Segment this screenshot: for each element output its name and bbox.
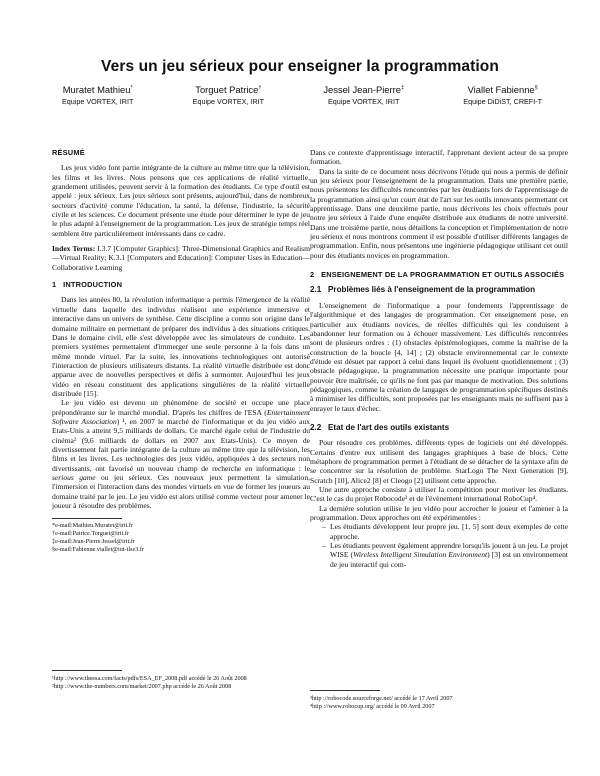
text-run-italic: Entertainment Software Association <box>52 407 310 426</box>
text-run: ) [3] est un environnement de jeu interactif qui com- <box>330 550 569 569</box>
footnote-rule <box>310 690 380 691</box>
section-2-heading <box>310 270 568 279</box>
author-mark: ‡ <box>400 84 405 91</box>
author-1 <box>62 84 133 106</box>
index-terms-label: Index Terms: <box>52 244 96 254</box>
email-footnote-2: †e-mail:Patrice.Torguet@irit.fr <box>52 530 129 538</box>
section-title: ENSEIGNEMENT DE LA PROGRAMMATION ET OUTILS ASSOCIÉS <box>321 270 565 280</box>
subsection-title: Problèmes liés à l'enseignement de la programmation <box>328 285 536 295</box>
email-footnote-3: ‡e-mail:Jean-Pierre.Jessel@irit.fr <box>52 538 136 546</box>
subsection-number: 2.1 <box>310 285 322 295</box>
subsection-2-1-heading <box>310 285 568 294</box>
list-item <box>322 541 568 569</box>
author-name: Muratet Mathieu <box>62 84 131 95</box>
right-paragraph-0: Dans ce contexte d'apprentissage interactif, l'apprenant devient acteur de sa propre formation. <box>310 148 568 167</box>
footnote-1: ¹http ://www.theesa.com/facts/pdfs/ESA_EF_2008.pdf accédé le 26 Août 2008 <box>52 675 247 682</box>
author-mark: † <box>258 84 262 91</box>
section-number: 2 <box>310 270 315 280</box>
section-number: 1 <box>52 280 57 290</box>
intro-paragraph-2 <box>52 398 310 510</box>
author-affiliation: Equipe VORTEX, IRIT <box>327 97 400 106</box>
paper-title: Vers un jeu sérieux pour enseigner la programmation <box>101 58 499 75</box>
footnote-2: ²http ://www.the-numbers.com/market/2007.php accédé le 26 Août 2008 <box>52 683 232 691</box>
text-run: ou jeu sérieux. Ces nouveaux jeux permettent la simulation, l'immersion et l'interaction dans des mondes virtuels en vue de former les joueurs au domaine traité par le jeu. Le jeu vidéo est alors utilisé comme vecteur pour amener le joueur à résoudre des problèmes. <box>52 473 310 511</box>
section-1-heading <box>52 280 310 289</box>
list-item: – Les étudiants développent leur propre jeu. [1, 5] sont deux exemples de cette approche. <box>322 522 568 541</box>
author-affiliation: Equipe DiDiST, CREFI-T <box>463 97 542 106</box>
right-column <box>310 148 568 569</box>
author-name: Jessel Jean-Pierre <box>323 84 401 95</box>
author-affiliation: Equipe VORTEX, IRIT <box>62 97 134 106</box>
subsection-title: Etat de l'art des outils existants <box>328 422 450 432</box>
subsection-number: 2.2 <box>310 422 322 432</box>
subsection-2-2-paragraph-3: La dernière solution utilise le jeu vidéo pour accrocher le joueur et l'amener à la programmation. Deux approches ont été expérimentées : <box>310 503 568 523</box>
author-3 <box>323 84 404 106</box>
text-run: Le jeu vidéo est devenu un phénomène de société et occupe une place prépondérante sur le marché mondial. D'après les chiffres de l'ESA ( <box>52 398 310 417</box>
abstract-text: Les jeux vidéo font partie intégrante de la culture au même titre que la télévision, les films et les livres. Nous pensons que ces applications de réalité virtuelle, grandement utilisées, peuvent servir à la formation des étudiants. Ce type d'outil est appelé : jeux sérieux. Les jeux sérieux sont présents, aujourd'hui, dans de nombreux secteurs d'activité comme l'éducation, la santé, la défense, l'industrie, la sécurité civile et les sciences. Ce document présente une étude pour déterminer le type de jeu le plus adapté à l'enseignement de la programmation. Les jeux de stratégie temps réel semblent être particulièrement intéressants dans ce cadre. <box>52 163 310 238</box>
index-terms <box>52 244 310 272</box>
subsection-2-2-heading <box>310 423 568 432</box>
subsection-2-2-paragraph-1: Pour résoudre ces problèmes, différents types de logiciels ont été développés. Certains d'entre eux utilisent des langages graphiques à base de blocs. Cette métaphore de programmation permet à l'étudiant de se détacher de la syntaxe afin de se concentrer sur la résolution de problème. StarLogo The Next Generation [9], Scratch [10], Alice2 [8] et Cleogo [2] utilisent cette approche. <box>310 438 568 485</box>
left-footnotes <box>52 670 310 691</box>
text-run: Les étudiants peuvent également apprendre lorsqu'ils jouent à un jeu. Le projet WISE ( <box>330 541 568 560</box>
approach-list <box>310 522 568 569</box>
subsection-2-1-paragraph: L'enseignement de l'informatique a pour fondements l'apprentissage de l'algorithmique et des langages de programmation. Cet enseignement pose, en particulier aux étudiants novices, de réelles difficultés qui les conduisent à abandonner leur formation ou à échouer massivement. Les difficultés rencontrées sont de plusieurs ordres : (1) obstacles épistémologiques, comme la maîtrise de la construction de la boucle [4, 14] ; (2) obstacle environnemental car le contexte d'étude est désuet par rapport à celui dans lequel ils évoluent quotidiennement ; (3) obstacle pédagogique, la programmation nécessite une pratique importante pour pouvoir être maîtrisée, ce qu'ils ne font pas par manque de motivation. Des solutions pédagogiques, comme la création de langages de programmation spécifiques destinés à minimiser les difficultés, sont proposées par les enseignants mais ne suffisent pas à enrayer le taux d'échec. <box>310 300 568 413</box>
right-footnotes <box>310 690 568 711</box>
author-name: Torguet Patrice <box>195 84 259 95</box>
author-mark: § <box>534 84 538 91</box>
intro-paragraph-1: Dans les années 80, la révolution informatique a permis l'émergence de la réalité virtuelle dans laquelle des individus réalisent une expérience immersive et interactive dans un univers de synthèse. Cette discipline a connu son origine dans le domaine militaire en permettant de préparer des individus à des situations critiques. Dans le domaine civil, elle s'est développée avec les simulateurs de conduite. Les premiers systèmes permettaient d'immerger une seule personne à la fois dans un même monde virtuel. Par la suite, les innovations technologiques ont autorisé l'interaction de plusieurs utilisateurs distants. La réalité virtuelle distribuée est donc apparue avec de nouvelles perspectives et défis à surmonter. Aujourd'hui les jeux vidéo en réseau constituent des applications singulières de la réalité virtuelle distribuée [15]. <box>52 295 310 398</box>
author-name: Viallet Fabienne <box>467 84 535 95</box>
text-run-italic: Wireless Intelligent Simulation Environment <box>353 550 488 560</box>
footnote-rule <box>52 670 122 671</box>
left-column <box>52 148 310 554</box>
author-list <box>62 84 542 106</box>
text-run: ) ¹, en 2007 le marché de l'informatique et du jeu vidéo aux Etats-Unis a atteint 9,5 milliards de dollars. Ce marché égale celui de l'industrie du cinéma² (9,6 milliards de dollars en 2007 aux Etats-Unis). Ce moyen de divertissement fait partie intégrante de la culture au même titre que la télévision, les films et les livres. Les technologies des jeux vidéo, appliquées à des secteurs non divertissants, ont favorisé un nouveau champ de recherche en informatique : le <box>52 416 310 473</box>
text-run-italic: serious game <box>52 473 96 482</box>
section-title: INTRODUCTION <box>63 280 123 290</box>
author-affiliation: Equipe VORTEX, IRIT <box>192 97 265 106</box>
footnote-rule <box>52 518 122 519</box>
abstract-heading: RÉSUMÉ <box>52 148 85 157</box>
footnote-4: ⁴http ://www.robocup.org/ accédé le 09 Avril 2007 <box>310 703 435 711</box>
subsection-2-2-paragraph-2: Une autre approche consiste à utiliser la compétition pour motiver les étudiants. C'est le cas du projet Robocode³ et de l'évènement international RoboCup⁴. <box>310 485 568 504</box>
right-paragraph-1: Dans la suite de ce document nous décrivons l'étude qui nous a permis de définir un jeu sérieux pour l'enseignement de la programmation. Dans une première partie, nous présentons les difficultés rencontrées par les étudiants lors de l'apprentissage de la programmation ainsi qu'un court état de l'art sur les outils innovants permettant cet apprentissage. Dans une deuxième partie, nous décrivons les choix effectués pour notre jeu sérieux à l'aide d'une enquête distribuée aux étudiants de notre université. Dans une troisième partie, nous détaillons la conception et l'implémentation de notre jeu sérieux et nous montrons comment il est possible d'utiliser différents langages de programmation. Enfin, nous présentons une ingénierie pédagogique utilisant cet outil pour des étudiants novices en programmation. <box>310 166 568 260</box>
author-mark: * <box>130 84 133 91</box>
author-4 <box>463 84 542 106</box>
footnote-3: ³http ://robocode.sourceforge.net/ accédé le 17 Avril 2007 <box>310 695 453 702</box>
index-terms-text: I.3.7 [Computer Graphics]: Three-Dimensional Graphics and Realism—Virtual Reality; K.3.1 [Computers and Education]: Computer Uses in Education—Collaborative Learning <box>52 244 310 272</box>
email-footnote-1: *e-mail:Mathieu.Muratet@irit.fr <box>52 522 133 530</box>
email-footnote-4: §e-mail:Fabienne.viallet@iut-tlse3.fr <box>52 546 144 554</box>
author-2 <box>193 84 264 106</box>
